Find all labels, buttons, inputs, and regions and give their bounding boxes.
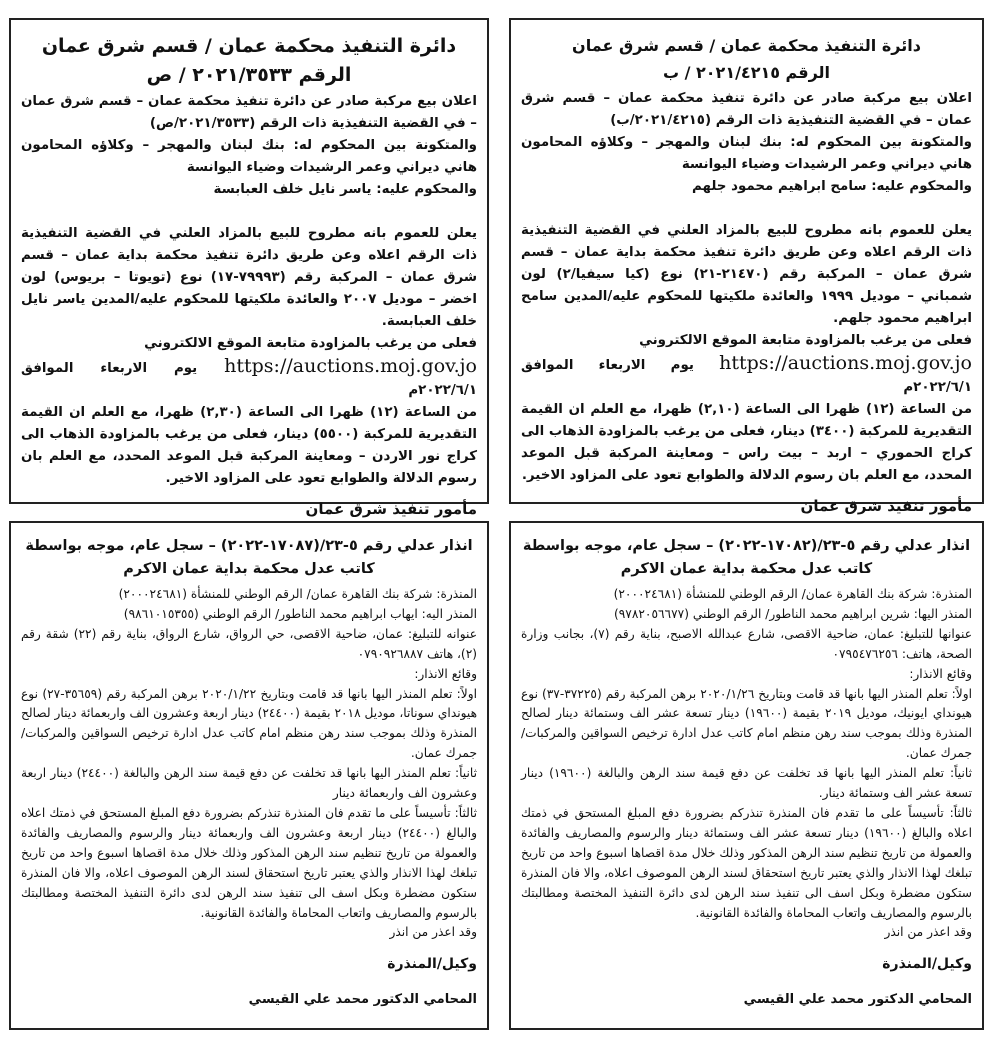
notice-signature: مأمور تنفيذ شرق عمان: [800, 497, 972, 515]
warning-first: اولاً: تعلم المنذر اليها بانها قد قامت وبتاريخ ٢٠٢٠/١/٢٦ برهن المركبة رقم (٣٧٢٢٥-٣٧) نوع هيونداي ايونيك، موديل ٢٠١٩ بقيمة (١٩٦٠٠) دينار تسعة عشر الف وستمائة دينار لصالح المنذرة وذلك بموجب سند رهن منظم امام كاتب عدل ادارة ترخيص السواقين والمركبات/ جمرك عمان.: [521, 686, 973, 761]
warning-agent: وكيل/المنذرة: [387, 956, 477, 973]
notice-bid-info: فعلى من يرغب بالمزاودة متابعة الموقع الالكتروني: [639, 333, 972, 348]
warning-second: ثانياً: تعلم المنذر اليها بانها قد تخلفت عن دفع قيمة سند الرهن والبالغة (١٩٦٠٠) دينار تسعة عشر الف وستمائة دينار.: [521, 766, 972, 801]
warning-lawyer: المحامي الدكتور محمد علي القيسي: [743, 992, 972, 1008]
notice-body: يعلن للعموم بانه مطروح للبيع بالمزاد العلني في القضية التنفيذية ذات الرقم اعلاه وعن طريق دائرة تنفيذ محكمة بداية عمان – قسم شرق عمان – المركبة رقم (٢١٤٧٠-٢١) نوع (كيا سيفيا/٢) لون شمباني – موديل ١٩٩٩ والعائدة ملكيتها للمحكوم عليه/المدين سامح ابراهيم محمود جلهم.: [521, 223, 972, 326]
warning-title: انذار عدلي رقم ٥-٢٣/(١٧٠٨٢-٢٠٢٢) – سجل عام، موجه بواسطة كاتب عدل محكمة بداية عمان الاكرم: [522, 538, 971, 577]
warning-address: عنوانه للتبليغ: عمان، ضاحية الاقصى، حي الرواق، شارع الرواق، بناية رقم (٢٢) شقة رقم (٢)، هاتف ٠٧٩٠٩٢٦٨٨٧: [21, 626, 477, 661]
notice-number: الرقم ٢٠٢١/٣٥٣٣ / ص: [146, 64, 352, 86]
warning-facts-heading: وقائع الانذار:: [909, 666, 972, 681]
warning-third: ثالثاً: تأسيساً على ما تقدم فان المنذرة تنذركم بضرورة دفع المبلغ المستحق في ذمتك اعلاه والبالغ (٢٤٤٠٠) دينار اربعة وعشرون الف واربعمائة دينار والرسوم والمصاريف والفائدة والعمولة من تاريخ تنظيم سند الرهن المذكور وذلك خلال مدة اقصاها اسبوع واحد من تاريخ تبلغك لهذا الانذار والذي يعتبر تاريخ استحقاق لسند الرهن الموصوف اعلاه، والا فان المنذرة ستكون مضطرة وبكل اسف الى تنفيذ سند الرهن لدى دائرة التنفيذ المختصة ومطالبتك بالرسوم والمصاريف واتعاب المحاماة والفائدة القانونية.: [21, 805, 477, 920]
warning-closing: وقد اعذر من انذر: [884, 925, 972, 940]
legal-warning-right: [509, 521, 984, 1030]
warning-recipient: المنذر اليه: ايهاب ابراهيم محمد الناطور/ الرقم الوطني (٩٨٦١٠١٥٣٥٥): [123, 606, 477, 621]
warning-second: ثانياً: تعلم المنذر اليها بانها قد تخلفت عن دفع قيمة سند الرهن والبالغة (٢٤٤٠٠) دينار اربعة وعشرون الف واربعمائة دينار: [21, 766, 477, 801]
warning-closing: وقد اعذر من انذر: [389, 925, 477, 940]
warning-title: انذار عدلي رقم ٥-٢٣/(١٧٠٨٧-٢٠٢٢) – سجل عام، موجه بواسطة كاتب عدل محكمة بداية عمان الاكرم: [25, 538, 473, 577]
warning-claimant: المنذرة: شركة بنك القاهرة عمان/ الرقم الوطني للمنشأة (٢٠٠٠٢٤٦٨١): [613, 587, 972, 601]
notice-date: يوم الاربعاء الموافق ٢٠٢٢/٦/١م: [521, 358, 972, 395]
auction-url[interactable]: https://auctions.moj.gov.jo: [719, 352, 972, 374]
notice-date-line: [521, 352, 972, 399]
notice-number: الرقم ٢٠٢١/٤٢١٥ / ب: [662, 63, 831, 82]
auction-notice-right: [509, 18, 984, 515]
notice-signature: مأمور تنفيذ شرق عمان: [305, 500, 477, 518]
legal-warning-left: [9, 521, 489, 1030]
notice-debtor: والمحكوم عليه: سامح ابراهيم محمود جلهم: [691, 179, 972, 194]
warning-recipient: المنذر اليها: شرين ابراهيم محمد الناطور/ الرقم الوطني (٩٧٨٢٠٥٦٦٧٧): [613, 606, 972, 621]
warning-facts-heading: وقائع الانذار:: [414, 666, 477, 681]
notice-intro: اعلان بيع مركبة صادر عن دائرة تنفيذ محكمة عمان – قسم شرق عمان – في القضية التنفيذية ذات الرقم (٢٠٢١/٤٢١٥/ب): [521, 91, 972, 128]
notice-parties: والمتكونة بين المحكوم له: بنك لبنان والمهجر – وكلاؤه المحامون هاني ديراني وعمر الرشيدات وضياء اليوانسة: [521, 135, 972, 172]
notice-bid-info: فعلى من يرغب بالمزاودة متابعة الموقع الالكتروني: [144, 336, 477, 351]
warning-first: اولاً: تعلم المنذر اليها بانها قد قامت وبتاريخ ٢٠٢٠/١/٢٢ برهن المركبة رقم (٣٥٦٥٩-٢٧) نوع هيونداي سوناتا، موديل ٢٠١٨ بقيمة (٢٤٤٠٠) دينار اربعة وعشرون الف واربعمائة دينار لصالح المنذرة وذلك بموجب سند رهن منظم امام كاتب عدل ادارة ترخيص السواقين والمركبات/ جمرك عمان.: [21, 686, 478, 761]
notice-details: من الساعة (١٢) ظهرا الى الساعة (٢,١٠) ظهرا، مع العلم ان القيمة التقديرية للمركبة (٣٤٠٠) دينار، فعلى من يرغب بالمزاودة الذهاب الى كراج الحموري – اربد – بيت راس – ومعاينة المركبة قبل الموعد المحدد، مع العلم بان رسوم الدلالة والطوابع تعود على المزاود الاخير.: [521, 402, 973, 483]
auction-notice-left: [9, 18, 489, 518]
notice-date: يوم الاربعاء الموافق ٢٠٢٢/٦/١م: [21, 361, 477, 398]
notice-debtor: والمحكوم عليه: ياسر نايل خلف العبابسة: [213, 182, 477, 197]
notice-body: يعلن للعموم بانه مطروح للبيع بالمزاد العلني في القضية التنفيذية ذات الرقم اعلاه وعن طريق دائرة تنفيذ محكمة بداية عمان – قسم شرق عمان – المركبة رقم (٧٩٩٩٣-١٧) نوع (تويوتا – بريوس) لون اخضر – موديل ٢٠٠٧ والعائدة ملكيتها للمحكوم عليه/المدين ياسر نايل خلف العبابسة.: [21, 226, 478, 329]
warning-lawyer: المحامي الدكتور محمد علي القيسي: [248, 992, 477, 1008]
notice-title: دائرة التنفيذ محكمة عمان / قسم شرق عمان: [41, 35, 457, 57]
notice-parties: والمتكونة بين المحكوم له: بنك لبنان والمهجر – وكلاؤه المحامون هاني ديراني وعمر الرشيدات وضياء اليوانسة: [21, 138, 477, 175]
warning-third: ثالثاً: تأسيساً على ما تقدم فان المنذرة تنذركم بضرورة دفع المبلغ المستحق في ذمتك اعلاه والبالغ (١٩٦٠٠) دينار تسعة عشر الف وستمائة دينار والرسوم والمصاريف والفائدة والعمولة من تاريخ تنظيم سند الرهن المذكور وذلك خلال مدة اقصاها اسبوع واحد من تاريخ تبلغك لهذا الانذار والذي يعتبر تاريخ استحقاق لسند الرهن الموصوف اعلاه، والا فان المنذرة ستكون مضطرة وبكل اسف الى تنفيذ سند الرهن لدى دائرة التنفيذ المختصة ومطالبتك بالرسوم والمصاريف واتعاب المحاماة والفائدة القانونية.: [521, 805, 972, 920]
warning-address: عنوانها للتبليغ: عمان، ضاحية الاقصى، شارع عبدالله الاصبح، بناية رقم (٧)، بجانب وزارة الصحة، هاتف: ٠٧٩٥٤٧٦٢٥٦: [521, 626, 972, 661]
notice-details: من الساعة (١٢) ظهرا الى الساعة (٢,٣٠) ظهرا، مع العلم ان القيمة التقديرية للمركبة (٥٥٠٠) دينار، فعلى من يرغب بالمزاودة الذهاب الى كراج نور الاردن – ومعاينة المركبة قبل الموعد المحدد، مع العلم بان رسوم الدلالة والطوابع تعود على المزاود الاخير.: [21, 405, 478, 486]
notice-title: دائرة التنفيذ محكمة عمان / قسم شرق عمان: [572, 36, 921, 55]
auction-url[interactable]: https://auctions.moj.gov.jo: [224, 355, 477, 377]
notice-date-line: [21, 355, 477, 402]
warning-claimant: المنذرة: شركة بنك القاهرة عمان/ الرقم الوطني للمنشأة (٢٠٠٠٢٤٦٨١): [118, 587, 477, 601]
notice-intro: اعلان بيع مركبة صادر عن دائرة تنفيذ محكمة عمان – قسم شرق عمان – في القضية التنفيذية ذات الرقم (٢٠٢١/٣٥٣٣/ص): [21, 94, 477, 131]
warning-agent: وكيل/المنذرة: [882, 956, 972, 973]
